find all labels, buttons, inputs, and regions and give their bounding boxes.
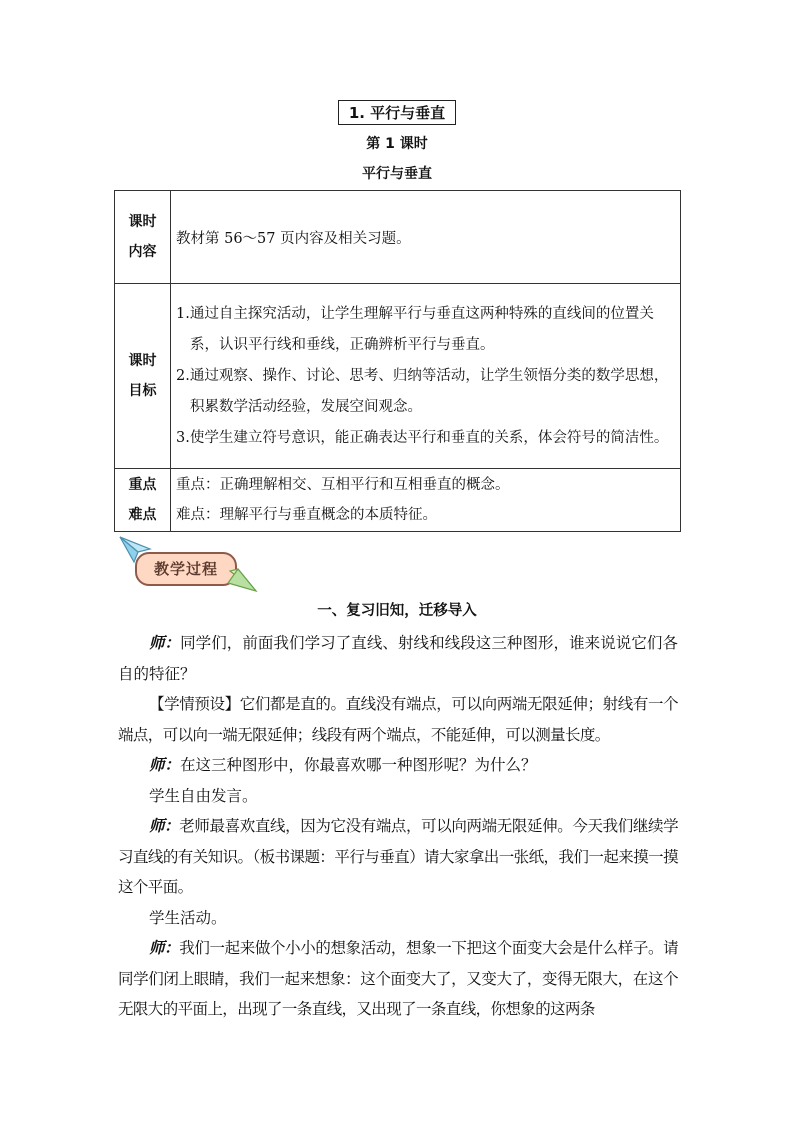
lesson-plan-table xyxy=(114,190,681,532)
badge-label: 教学过程 xyxy=(135,552,237,586)
content-label: 课时 内容 xyxy=(115,191,171,284)
content-text: 教材第 56～57 页内容及相关习题。 xyxy=(171,191,681,284)
key-points-text xyxy=(171,469,681,532)
lesson-title: 平行与垂直 xyxy=(362,166,432,182)
paragraph: 学生活动。 xyxy=(149,908,227,927)
unit-title-wrap xyxy=(0,100,794,125)
difficulty-point: 难点：理解平行与垂直概念的本质特征。 xyxy=(176,507,437,523)
key-points-label: 重点 难点 xyxy=(115,469,171,532)
lesson-body xyxy=(118,628,678,1025)
table-row-key-points xyxy=(115,469,681,532)
paragraph: 师：老师最喜欢直线，因为它没有端点，可以向两端无限延伸。今天我们继续学习直线的有关知识。（板书课题：平行与垂直）请大家拿出一张纸，我们一起来摸一摸这个平面。 xyxy=(118,816,678,896)
speaker-label: 师： xyxy=(149,755,181,774)
goal-item: 2.通过观察、操作、讨论、思考、归纳等活动，让学生领悟分类的数学思想，积累数学活动经验，发展空间观念。 xyxy=(176,367,669,415)
speaker-label: 师： xyxy=(149,633,181,652)
paragraph: 学生自由发言。 xyxy=(149,786,258,805)
unit-title: 1. 平行与垂直 xyxy=(338,100,456,125)
goal-item: 1.通过自主探究活动，让学生理解平行与垂直这两种特殊的直线间的位置关系，认识平行线和垂线，正确辨析平行与垂直。 xyxy=(176,305,654,353)
section-heading: 一、复习旧知，迁移导入 xyxy=(317,603,477,619)
lesson-number: 第 1 课时 xyxy=(366,136,428,152)
paper-plane-icon xyxy=(226,563,258,593)
speaker-label: 师： xyxy=(149,938,180,957)
goals-label: 课时 目标 xyxy=(115,284,171,469)
paragraph: 师：同学们，前面我们学习了直线、射线和线段这三种图形，谁来说说它们各自的特征？ xyxy=(118,633,678,683)
goal-item: 3.使学生建立符号意识，能正确表达平行和垂直的关系，体会符号的简洁性。 xyxy=(176,429,669,446)
key-point: 重点：正确理解相交、互相平行和互相垂直的概念。 xyxy=(176,477,510,493)
paragraph: 【学情预设】它们都是直的。直线没有端点，可以向两端无限延伸；射线有一个端点，可以向一端无限延伸；线段有两个端点，不能延伸，可以测量长度。 xyxy=(118,695,678,744)
goals-list xyxy=(171,284,681,469)
paragraph: 师：在这三种图形中，你最喜欢哪一种图形呢？为什么？ xyxy=(149,755,537,774)
speaker-label: 师： xyxy=(149,816,180,835)
paragraph: 师：我们一起来做个小小的想象活动，想象一下把这个面变大会是什么样子。请同学们闭上眼睛，我们一起来想象：这个面变大了，又变大了，变得无限大，在这个无限大的平面上，出现了一条直线，又出现了一条直线，你想象的这两条 xyxy=(118,938,678,1018)
table-row-goals xyxy=(115,284,681,469)
table-row-content xyxy=(115,191,681,284)
teaching-process-badge xyxy=(118,535,258,593)
